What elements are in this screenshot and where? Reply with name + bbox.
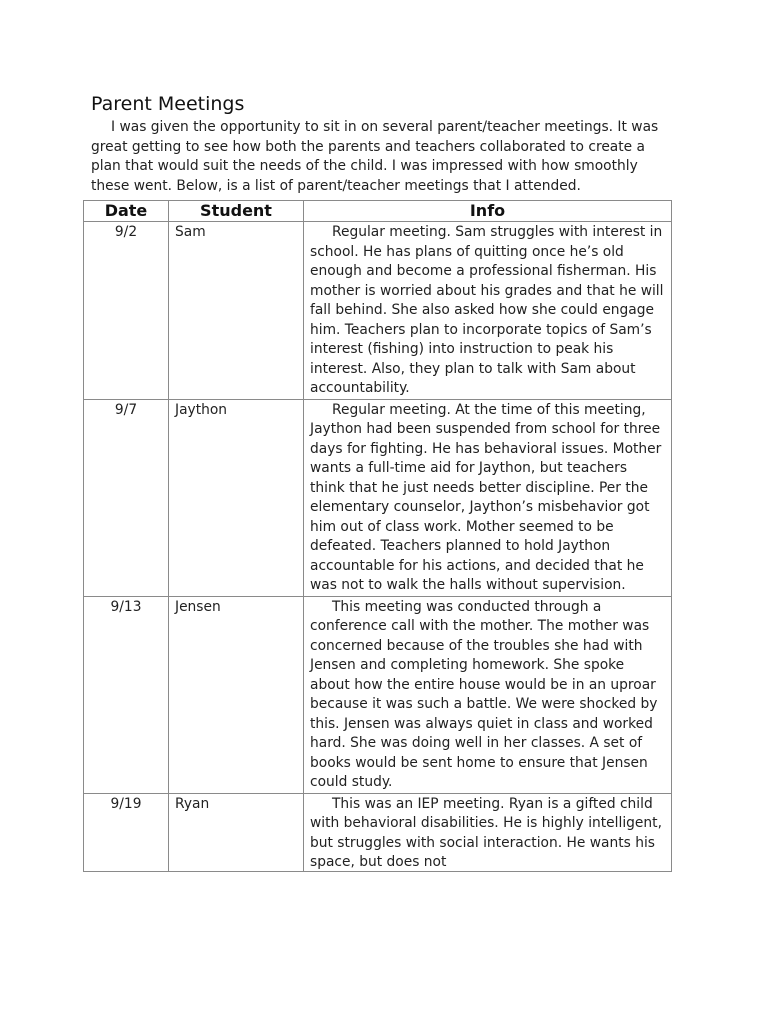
meetings-table: [83, 200, 672, 872]
header-student: Student: [169, 201, 304, 222]
info-text: Regular meeting. At the time of this meeting, Jaython had been suspended from school for three days for fighting. He has behavioral issues. Mother wants a full-time aid for Jaython, but teachers think that he just needs better discipline. Per the elementary counselor, Jaython’s misbehavior got him out of class work. Mother seemed to be defeated. Teachers planned to hold Jaython accountable for his actions, and decided that he was not to walk the halls without supervision.: [310, 401, 662, 593]
cell-student: Ryan: [169, 793, 304, 871]
cell-info: [304, 222, 672, 400]
page-title: Parent Meetings: [91, 93, 245, 115]
intro-text: I was given the opportunity to sit in on several parent/teacher meetings. It was great getting to see how both the parents and teachers collaborated to create a plan that would suit the needs of the child. I was impressed with how smoothly these went. Below, is a list of parent/teacher meetings that I attended.: [91, 119, 659, 194]
cell-student: Sam: [169, 222, 304, 400]
cell-info: [304, 793, 672, 871]
info-text: This meeting was conducted through a conference call with the mother. The mother was concerned because of the troubles she had with Jensen and completing homework. She spoke about how the entire house would be in an uproar because it was such a battle. We were shocked by this. Jensen was always quiet in class and worked hard. She was doing well in her classes. A set of books would be sent home to ensure that Jensen could study.: [310, 598, 658, 790]
info-clip: [310, 795, 665, 871]
table-row: [84, 596, 672, 793]
info-text: Regular meeting. Sam struggles with interest in school. He has plans of quitting once he’s old enough and become a professional fisherman. His mother is worried about his grades and that he will fall behind. She also asked how she could engage him. Teachers plan to incorporate topics of Sam’s interest (fishing) into instruction to peak his interest. Also, they plan to talk with Sam about accountability.: [310, 224, 664, 396]
table-header-row: [84, 201, 672, 222]
cell-date: 9/19: [84, 793, 169, 871]
cell-student: Jensen: [169, 596, 304, 793]
table-row: [84, 222, 672, 400]
table-row: [84, 399, 672, 596]
cell-date: 9/7: [84, 399, 169, 596]
cell-date: 9/13: [84, 596, 169, 793]
cell-student: Jaython: [169, 399, 304, 596]
cell-date: 9/2: [84, 222, 169, 400]
cell-info: [304, 596, 672, 793]
header-date: Date: [84, 201, 169, 222]
intro-paragraph: [91, 118, 671, 196]
cell-info: [304, 399, 672, 596]
header-info: Info: [304, 201, 672, 222]
info-text: This was an IEP meeting. Ryan is a gifted child with behavioral disabilities. He is highly intelligent, but struggles with social interaction. He wants his space, but does not: [310, 795, 662, 870]
table-row: [84, 793, 672, 871]
